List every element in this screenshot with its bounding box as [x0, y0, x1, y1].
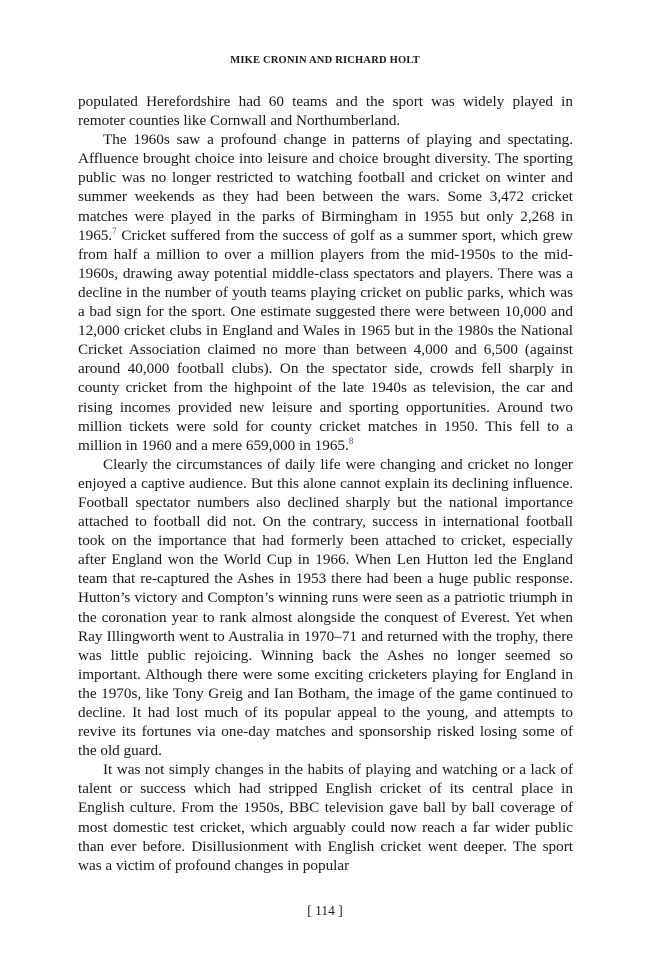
text-run: populated Herefordshire had 60 teams and the sport was widely played in remoter counties like Cornwall and Northumberland.: [78, 93, 573, 130]
text-run: Clearly the circumstances of daily life were changing and cricket no longer enjoyed a captive audience. But this alone cannot explain its declining influence. Football spectator numbers also declined sharply but the national importance attached to football did not. On the contrary, success in international football took on the importance that had formerly been attached to cricket, especially after England won the World Cup in 1966. When Len Hutton led the England team that re-captured the Ashes in 1953 there had been a huge public response. Hutton’s victory and Compton’s winning runs were seen as a patriotic triumph in the coronation year to rank almost alongside the conquest of Everest. Yet when Ray Illingworth went to Australia in 1970–71 and returned with the trophy, there was little public rejoicing. Winning back the Ashes no longer seemed so important. Although there were some exciting cricketers playing for England in the 1970s, like Tony Greig and Ian Botham, the image of the game continued to decline. It had lost much of its popular appeal to the young, and attempts to revive its fortunes via one-day matches and sponsorship risked losing some of the old guard.: [78, 455, 573, 760]
paragraph: [78, 130, 573, 455]
text-run: The 1960s saw a profound change in patterns of playing and spectating. Affluence brought choice into leisure and choice brought diversity. The sporting public was no longer restricted to watching football and cricket on winter and summer weekends as they had been between the wars. Some 3,472 cricket matches were played in the parks of Birmingham in 1955 but only 2,268 in 1965.: [78, 131, 573, 244]
running-head: MIKE CRONIN AND RICHARD HOLT: [230, 55, 420, 66]
paragraph: [78, 455, 573, 761]
body-text: [78, 92, 573, 875]
paragraph: [78, 760, 573, 875]
text-run: It was not simply changes in the habits of playing and watching or a lack of talent or success which had stripped English cricket of its central place in English culture. From the 1950s, BBC television gave ball by ball coverage of most domestic test cricket, which arguably could now reach a far wider public than ever before. Disillusionment with English cricket went deeper. The sport was a victim of profound changes in popular: [78, 761, 573, 874]
page-number: [ 114 ]: [307, 903, 343, 918]
footnote-ref[interactable]: 7: [112, 225, 117, 236]
footnote-ref[interactable]: 8: [348, 435, 354, 446]
text-run: Cricket suffered from the success of golf as a summer sport, which grew from half a million to over a million players from the mid-1950s to the mid-1960s, drawing away potential middle-class spectators and players. There was a decline in the number of youth teams playing cricket on public parks, which was a bad sign for the sport. One estimate suggested there were between 10,000 and 12,000 cricket clubs in England and Wales in 1965 but in the 1980s the National Cricket Association claimed no more than between 4,000 and 6,500 (against around 40,000 football clubs). On the spectator side, crowds fell sharply in county cricket from the highpoint of the late 1940s as television, the car and rising incomes provided new leisure and sporting opportunities. Around two million tickets were sold for county cricket matches in 1950. This fell to a million in 1960 and a mere 659,000 in 1965.: [78, 226, 573, 454]
paragraph: [78, 92, 573, 130]
